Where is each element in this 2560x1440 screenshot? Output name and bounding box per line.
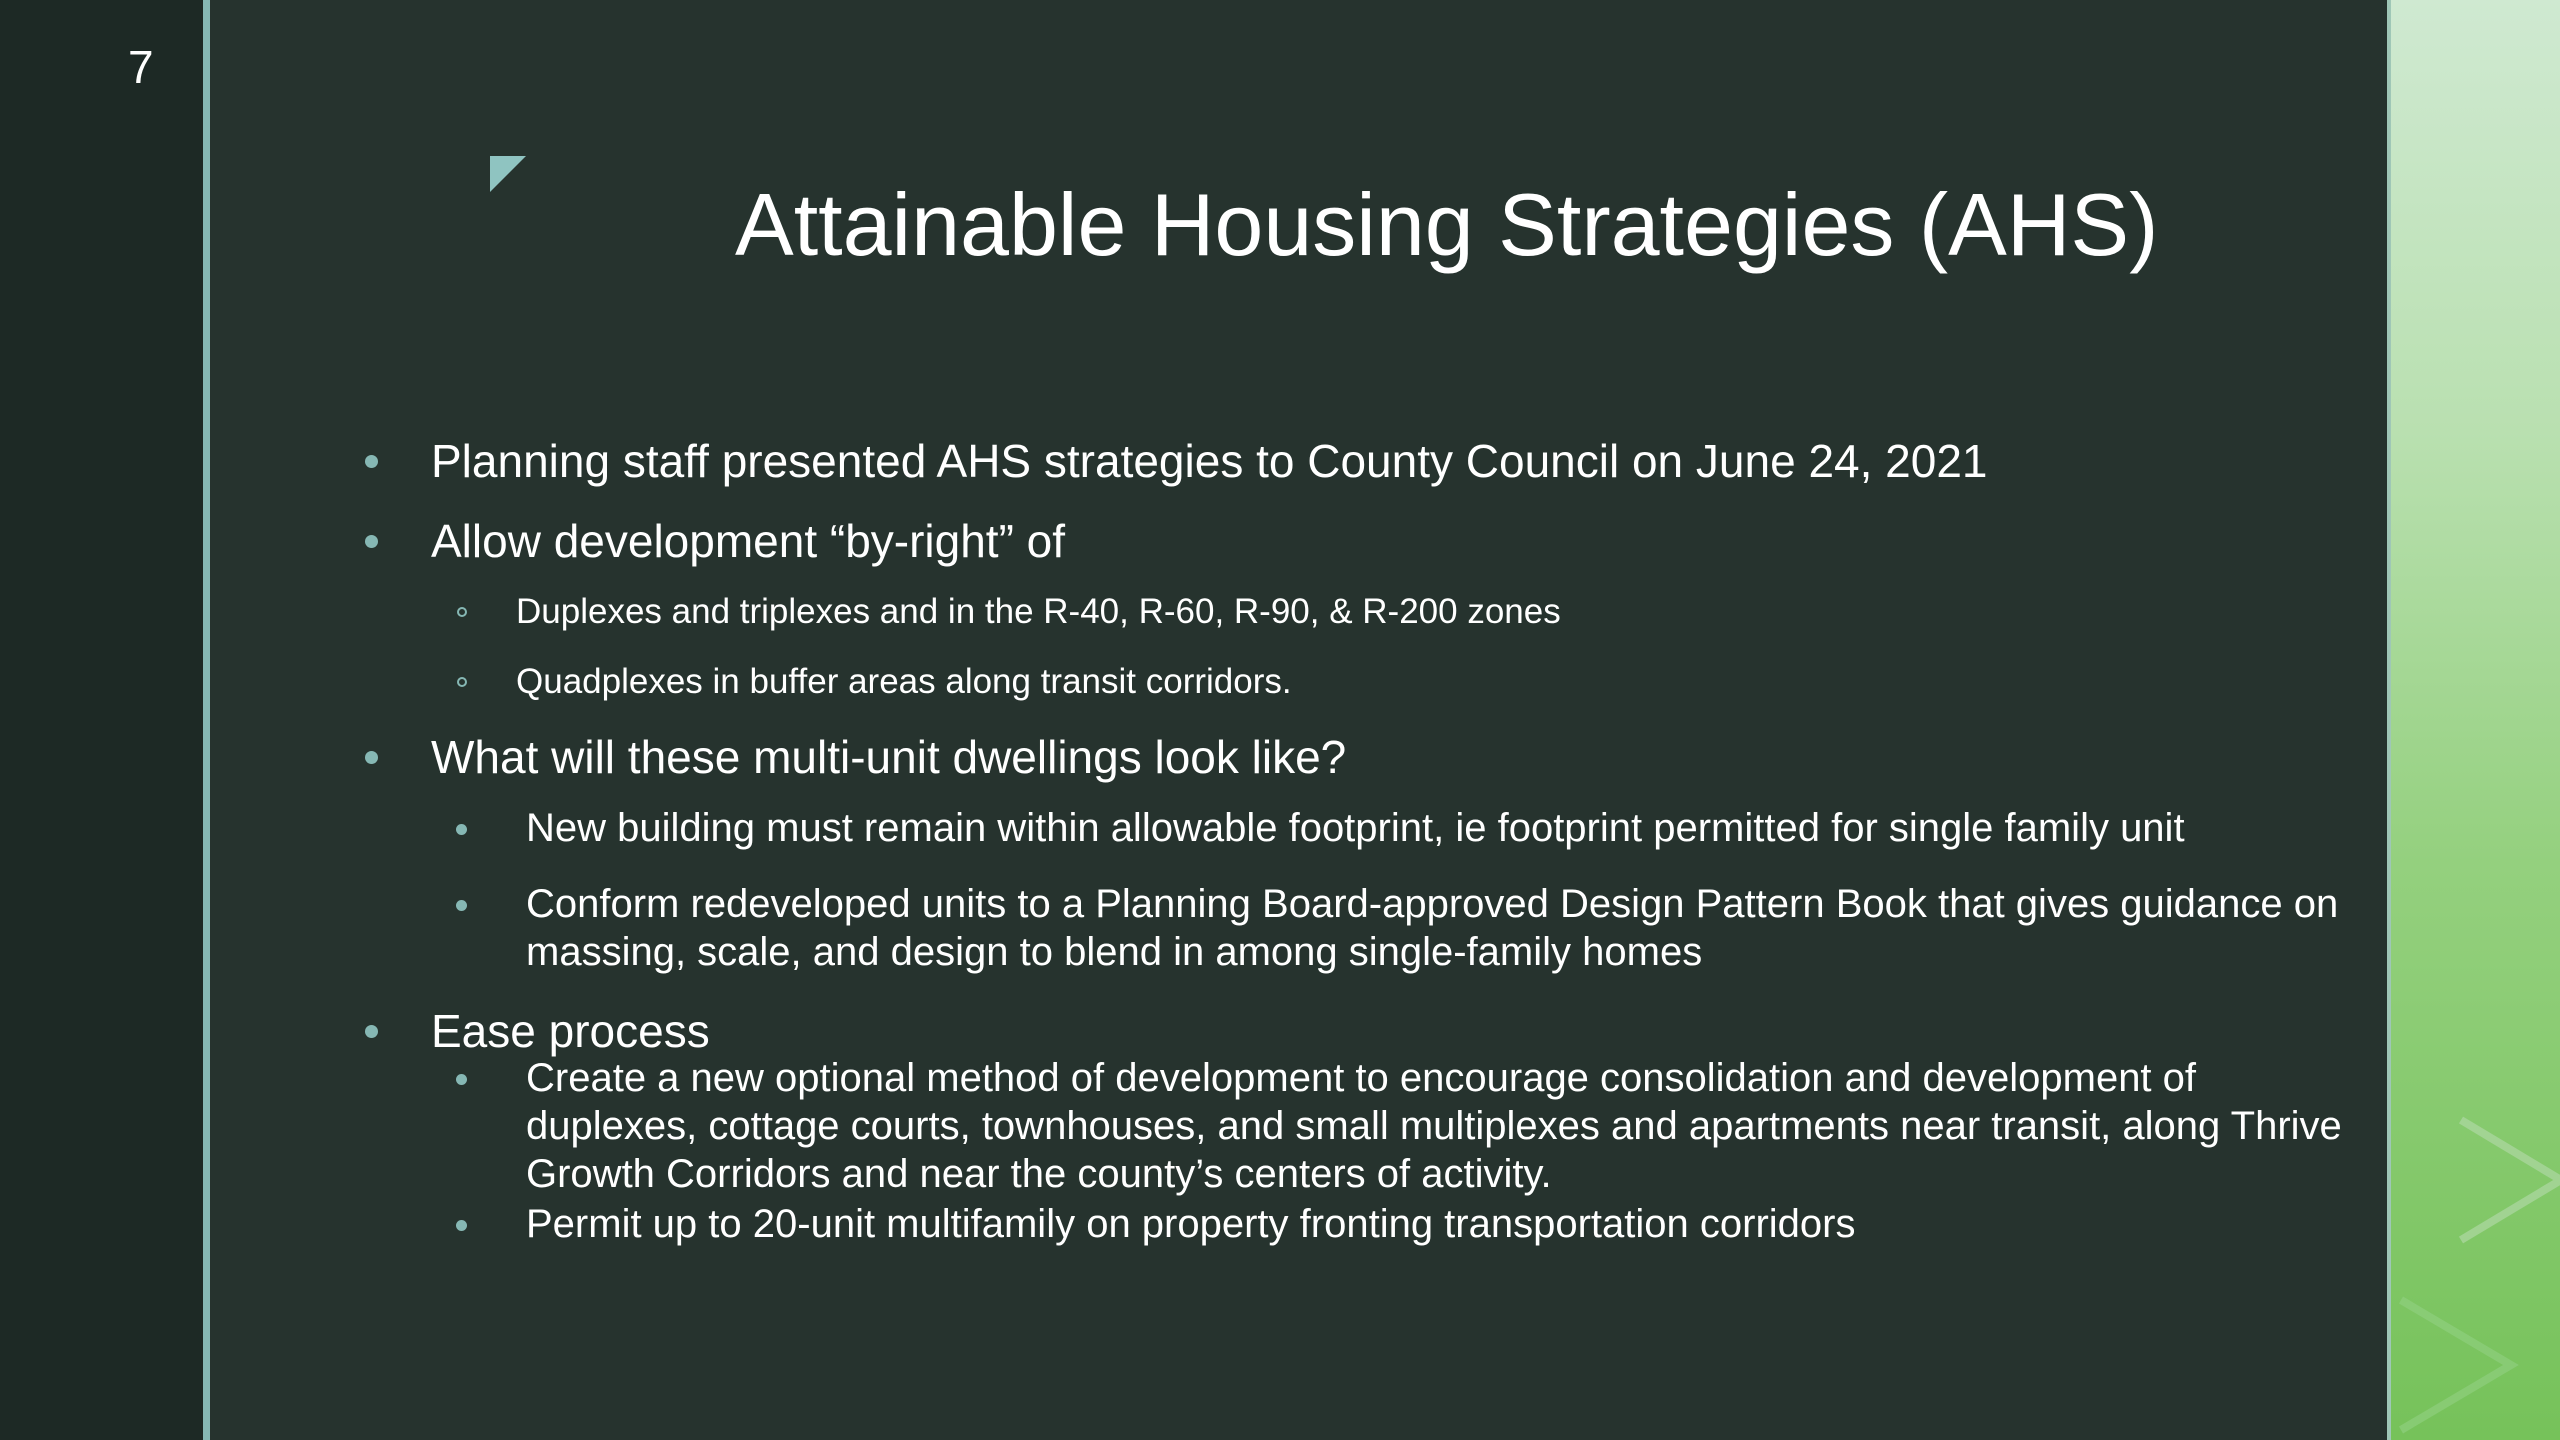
slide-body — [355, 432, 2355, 1248]
sub-bullet-item — [355, 880, 2355, 976]
sub-bullet-item — [355, 590, 2355, 634]
bullet-dot-icon — [456, 1074, 467, 1085]
bullet-text: What will these multi-unit dwellings look like? — [431, 731, 1347, 783]
triangle-corner-icon — [490, 156, 526, 192]
sub-bullet-text: Conform redeveloped units to a Planning Board-approved Design Pattern Book that gives guidance on massing, scale, and design to blend in among single-family homes — [526, 882, 2339, 974]
bullet-dot-icon — [365, 1025, 378, 1038]
chevron-right-icon — [2391, 0, 2560, 1440]
sub-bullet-text: Quadplexes in buffer areas along transit corridors. — [516, 662, 1292, 701]
circle-bullet-icon — [457, 677, 467, 687]
bullet-text: Ease process — [431, 1005, 710, 1057]
sub-bullet-text: New building must remain within allowable footprint, ie footprint permitted for single family unit — [526, 806, 2185, 850]
sub-bullet-item — [355, 660, 2355, 704]
decorative-side-panel — [2387, 0, 2560, 1440]
sub-bullet-text: Duplexes and triplexes and in the R-40, R-60, R-90, & R-200 zones — [516, 592, 1561, 631]
bullet-dot-icon — [456, 1220, 467, 1231]
sub-bullet-text: Create a new optional method of development to encourage consolidation and development of duplexes, cottage courts, townhouses, and small multiplexes and apartments near transit, along Thrive Growth Corridors and near the county’s centers of activity. — [526, 1056, 2342, 1196]
bullet-item — [355, 1002, 2355, 1060]
slide-number: 7 — [128, 41, 154, 93]
bullet-item — [355, 512, 2355, 570]
sub-bullet-item — [355, 1200, 2355, 1248]
bullet-text: Planning staff presented AHS strategies to County Council on June 24, 2021 — [431, 435, 1988, 487]
slide-number-panel — [0, 0, 203, 1440]
bullet-text: Allow development “by-right” of — [431, 515, 1066, 567]
bullet-dot-icon — [365, 535, 378, 548]
sub-bullet-text: Permit up to 20-unit multifamily on property fronting transportation corridors — [526, 1202, 1856, 1246]
slide-title: Attainable Housing Strategies (AHS) — [735, 175, 2159, 274]
bullet-dot-icon — [456, 900, 467, 911]
bullet-dot-icon — [365, 751, 378, 764]
bullet-item — [355, 728, 2355, 786]
sub-bullet-item — [355, 804, 2355, 852]
bullet-dot-icon — [456, 824, 467, 835]
bullet-dot-icon — [365, 455, 378, 468]
bullet-item — [355, 432, 2355, 490]
circle-bullet-icon — [457, 607, 467, 617]
sub-bullet-item — [355, 1054, 2355, 1198]
